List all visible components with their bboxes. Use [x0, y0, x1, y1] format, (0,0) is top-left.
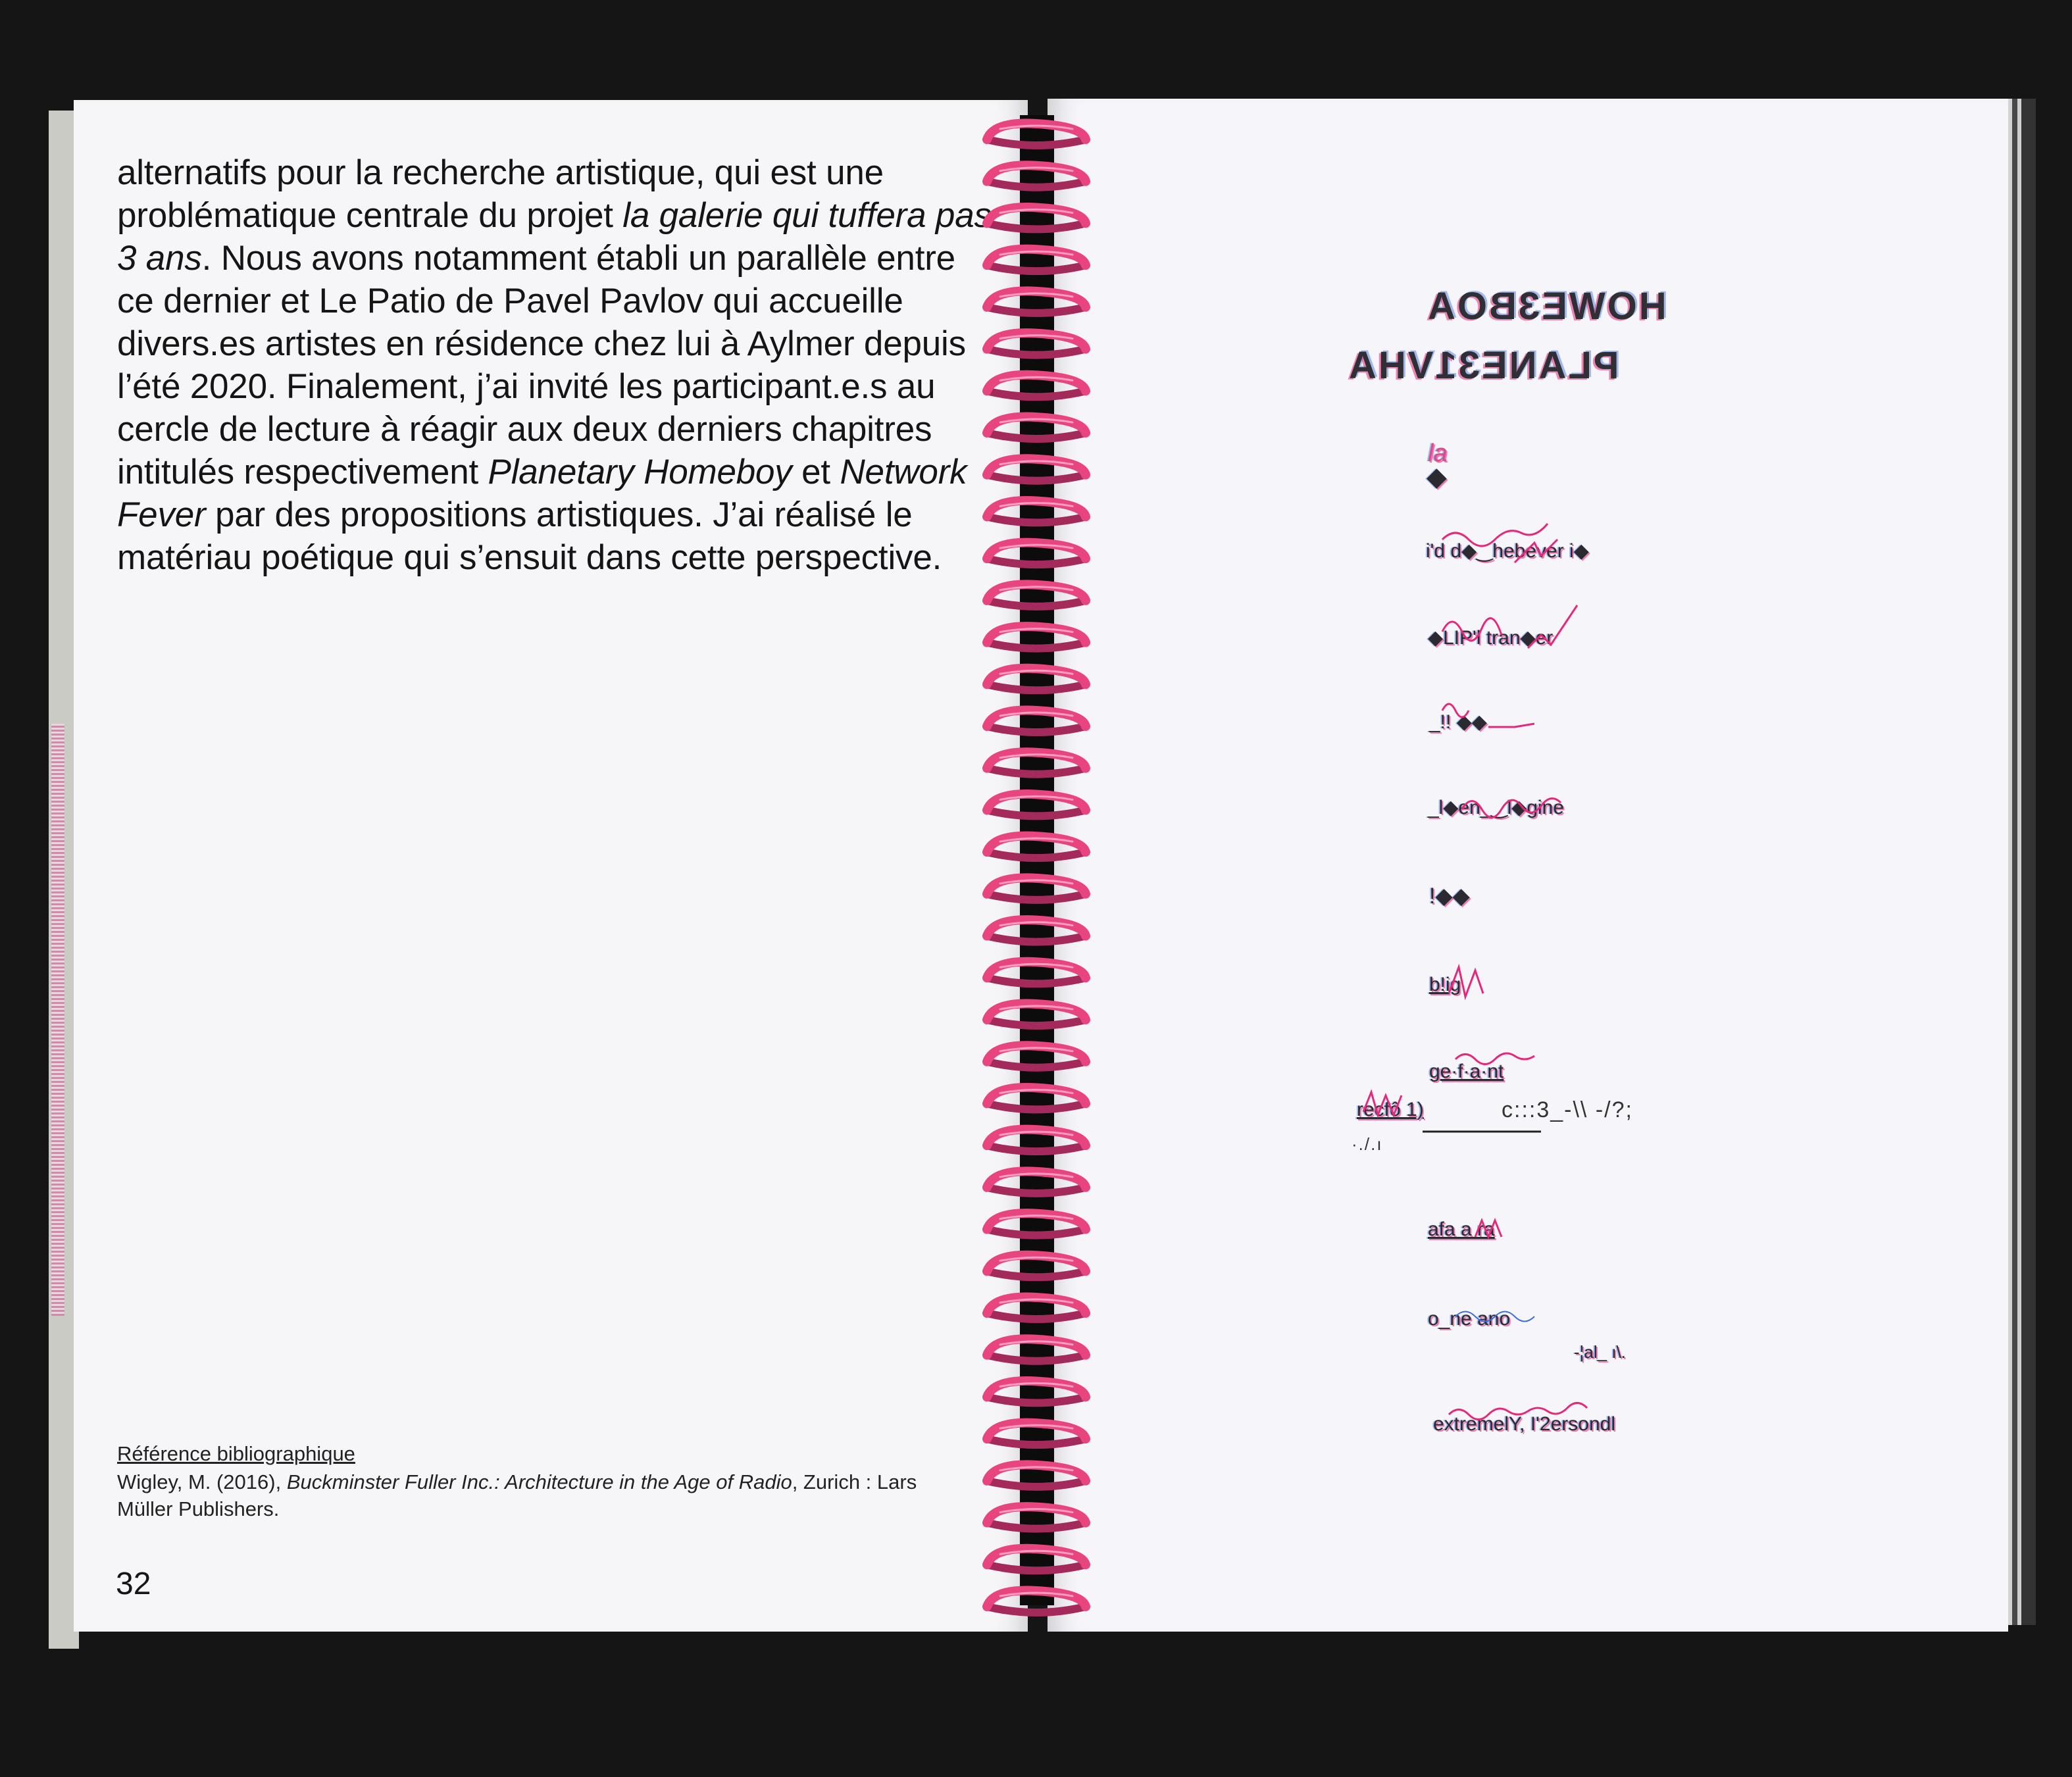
spiral-coil [987, 1004, 1086, 1026]
spiral-coil [987, 1171, 1086, 1193]
spiral-coil [987, 1549, 1086, 1571]
spiral-coil [987, 333, 1086, 355]
spiral-coil [987, 584, 1086, 607]
spiral-coil [987, 1255, 1086, 1278]
paragraph-text-4: par des propositions artistiques. J’ai réalisé le matériau poétique qui s’ensuit dans cette perspective. [117, 495, 942, 577]
spiral-coil [987, 417, 1086, 439]
right-page-edge-stack [2007, 99, 2036, 1625]
spiral-coil [987, 501, 1086, 523]
reference-citation [117, 1468, 959, 1522]
poem-line: i'd d◆‿hebever i◆ [1426, 540, 1589, 562]
italic-title-network-fever: Network Fever [117, 453, 967, 534]
reference-title: Buckminster Fuller Inc.: Architecture in the Age of Radio [286, 1470, 792, 1493]
poem-title-line-1: HOWE3BOA [1426, 285, 1667, 328]
pink-scribble [1436, 1211, 1515, 1250]
spiral-coil [987, 249, 1086, 272]
poem-line: c:::3_-\\ -/?; [1502, 1097, 1633, 1122]
spiral-coil [987, 1423, 1086, 1445]
poem-line: extremelY, I'2ersondl [1433, 1413, 1615, 1435]
right-page [1048, 99, 2008, 1632]
spiral-coil [987, 962, 1086, 984]
poem-line: b!ig [1429, 974, 1461, 995]
spiral-coil [987, 165, 1086, 188]
pink-scribble [1357, 1079, 1455, 1132]
paragraph-text-2: . Nous avons notamment établi un parallèle entre ce dernier et Le Patio de Pavel Pavlov qui accueille divers.es artistes en résidence chez lui à Aylmer depuis l’été 2020. Finalement, j’ai invité les participant.e.s au cercle de lecture à réagir aux deux derniers chapitres intitulés respectivement [117, 239, 966, 491]
spiral-coil [987, 626, 1086, 649]
spiral-coil [987, 124, 1086, 146]
spiral-coil [987, 668, 1086, 690]
reference-publisher: , Zurich : Lars Müller Publishers. [117, 1470, 917, 1520]
spiral-coil [987, 752, 1086, 774]
spiral-coil [987, 1464, 1086, 1487]
poem-line: recfô 1) [1357, 1099, 1424, 1120]
pink-scribble [1442, 783, 1587, 836]
spiral-coil [987, 375, 1086, 397]
spiral-coil [987, 794, 1086, 816]
spiral-coil [987, 291, 1086, 313]
poem-line: ge·f·a·nt [1429, 1061, 1504, 1082]
spiral-coil [987, 878, 1086, 900]
spiral-coil [987, 836, 1086, 859]
poem [1048, 99, 2008, 1632]
poem-line: ◆LIP'l tran◆er [1428, 627, 1554, 649]
body-paragraph [117, 151, 999, 579]
spiral-coil [987, 1591, 1086, 1613]
spiral-coil [987, 1045, 1086, 1068]
left-page [74, 100, 1028, 1632]
spiral-coil [987, 207, 1086, 230]
italic-title-la-galerie: la galerie qui tuffera pas 3 ans [117, 196, 992, 278]
spiral-coil [987, 1213, 1086, 1236]
pink-scribble [1429, 599, 1587, 658]
spiral-binding [967, 105, 1105, 1618]
italic-title-planetary-homeboy: Planetary Homeboy [488, 453, 792, 491]
reference-author: Wigley, M. (2016), [117, 1470, 287, 1493]
spiral-coil [987, 1381, 1086, 1403]
left-page-edge-pink-marks [51, 724, 64, 1316]
spiral-coil [987, 1088, 1086, 1110]
spiral-coil [987, 711, 1086, 733]
poem-line: afa a ra [1428, 1218, 1495, 1240]
paragraph-text-3: et [792, 453, 840, 491]
poem-line: ◆ [1427, 463, 1447, 491]
pink-scribble [1416, 520, 1561, 572]
poem-line: -¦al_ ı\. [1574, 1342, 1627, 1362]
spiral-coil [987, 1339, 1086, 1361]
underline-stroke [1423, 1125, 1541, 1138]
pink-scribble [1436, 691, 1554, 737]
poem-title-line-2: PLANE31VHA [1347, 344, 1619, 387]
spiral-coil [987, 543, 1086, 565]
paragraph-text-1: alternatifs pour la recherche artistique, qui est une problématique centrale du projet [117, 153, 884, 235]
pink-scribble [1436, 1398, 1607, 1444]
pink-scribble [1442, 954, 1534, 1007]
poem-line: _!! ◆◆ [1429, 711, 1487, 733]
spiral-coil [987, 1297, 1086, 1320]
poem-line: ·./.ı [1352, 1134, 1383, 1154]
reference-heading: Référence bibliographique [117, 1442, 355, 1465]
blue-scribble [1442, 1300, 1574, 1339]
spiral-coil [987, 1507, 1086, 1529]
spiral-coil [987, 459, 1086, 481]
poem-line: o_ne ano [1428, 1308, 1511, 1330]
poem-line: la [1428, 439, 1448, 467]
page-number: 32 [116, 1566, 151, 1601]
spiral-coil [987, 1130, 1086, 1152]
spiral-coil [987, 920, 1086, 942]
poem-line: !◆◆ [1429, 884, 1470, 909]
poem-line: _l◆en_‿l◆gine [1428, 797, 1565, 818]
